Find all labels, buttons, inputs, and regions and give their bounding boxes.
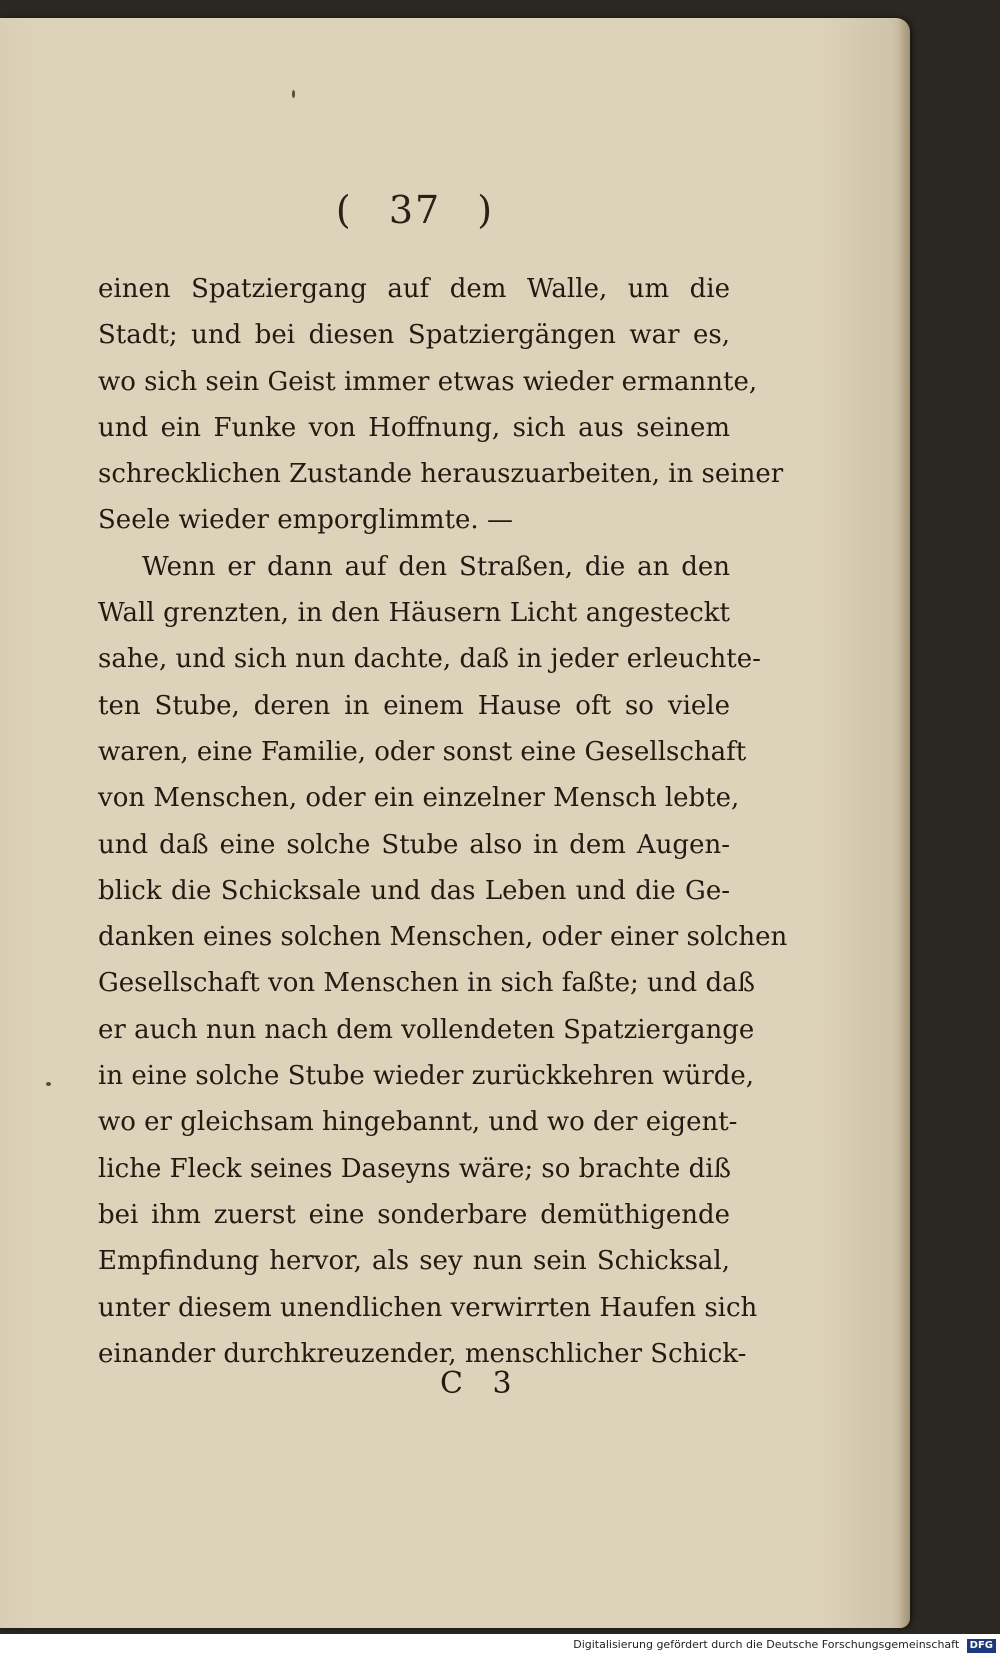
text-line: Empfindung hervor, als sey nun sein Schicksal,: [98, 1246, 730, 1277]
text-line: und daß eine solche Stube also in dem Augen-: [98, 829, 730, 860]
paren-open: (: [335, 188, 353, 232]
page-number: 37: [388, 188, 442, 232]
text-line: Wenn er dann auf den Straßen, die an den: [142, 551, 730, 582]
text-line: blick die Schicksale und das Leben und die Ge-: [98, 875, 730, 906]
footer-bar: [0, 1634, 1000, 1656]
footer-credit-text: Digitalisierung gefördert durch die Deutsche Forschungsgemeinschaft: [573, 1638, 960, 1651]
text-line: er auch nun nach dem vollendeten Spatziergange: [98, 1014, 755, 1045]
book-page: [0, 18, 910, 1628]
text-line: Stadt; und bei diesen Spatziergängen war es,: [98, 320, 730, 351]
text-line: waren, eine Familie, oder sonst eine Gesellschaft: [98, 736, 747, 767]
page-edge-shadow: [898, 18, 910, 1628]
paper-speck: [292, 90, 295, 98]
text-line: unter diesem unendlichen verwirrten Haufen sich: [98, 1292, 758, 1323]
text-line: Gesellschaft von Menschen in sich faßte; und daß: [98, 968, 755, 999]
text-line: Wall grenzten, in den Häusern Licht angesteckt: [98, 598, 730, 629]
text-line: von Menschen, oder ein einzelner Mensch lebte,: [98, 783, 740, 814]
text-line: einander durchkreuzender, menschlicher Schick-: [98, 1338, 747, 1369]
text-line: liche Fleck seines Daseyns wäre; so brachte diß: [98, 1153, 731, 1184]
paper-speck: [46, 1082, 51, 1086]
text-line: schrecklichen Zustande herauszuarbeiten, in seiner: [98, 459, 784, 490]
text-line: in eine solche Stube wieder zurückkehren würde,: [98, 1061, 755, 1092]
dfg-logo-icon: DFG: [967, 1639, 996, 1653]
text-line: und ein Funke von Hoffnung, sich aus seinem: [98, 412, 730, 443]
text-line: einen Spatziergang auf dem Walle, um die: [98, 274, 730, 304]
page-header: [0, 188, 830, 232]
body-text: [98, 266, 788, 1377]
paren-close: ): [477, 188, 495, 232]
text-line: bei ihm zuerst eine sonderbare demüthigende: [98, 1199, 730, 1230]
signature-mark: C 3: [440, 1366, 522, 1401]
footer-credit: [573, 1638, 996, 1653]
text-line: ten Stube, deren in einem Hause oft so viele: [98, 690, 730, 721]
text-line: wo er gleichsam hingebannt, und wo der eigent-: [98, 1107, 738, 1138]
text-line: Seele wieder emporglimmte. —: [98, 505, 513, 536]
text-line: wo sich sein Geist immer etwas wieder ermannte,: [98, 366, 758, 397]
text-line: sahe, und sich nun dachte, daß in jeder erleuchte-: [98, 644, 761, 675]
text-line: danken eines solchen Menschen, oder einer solchen: [98, 922, 788, 953]
